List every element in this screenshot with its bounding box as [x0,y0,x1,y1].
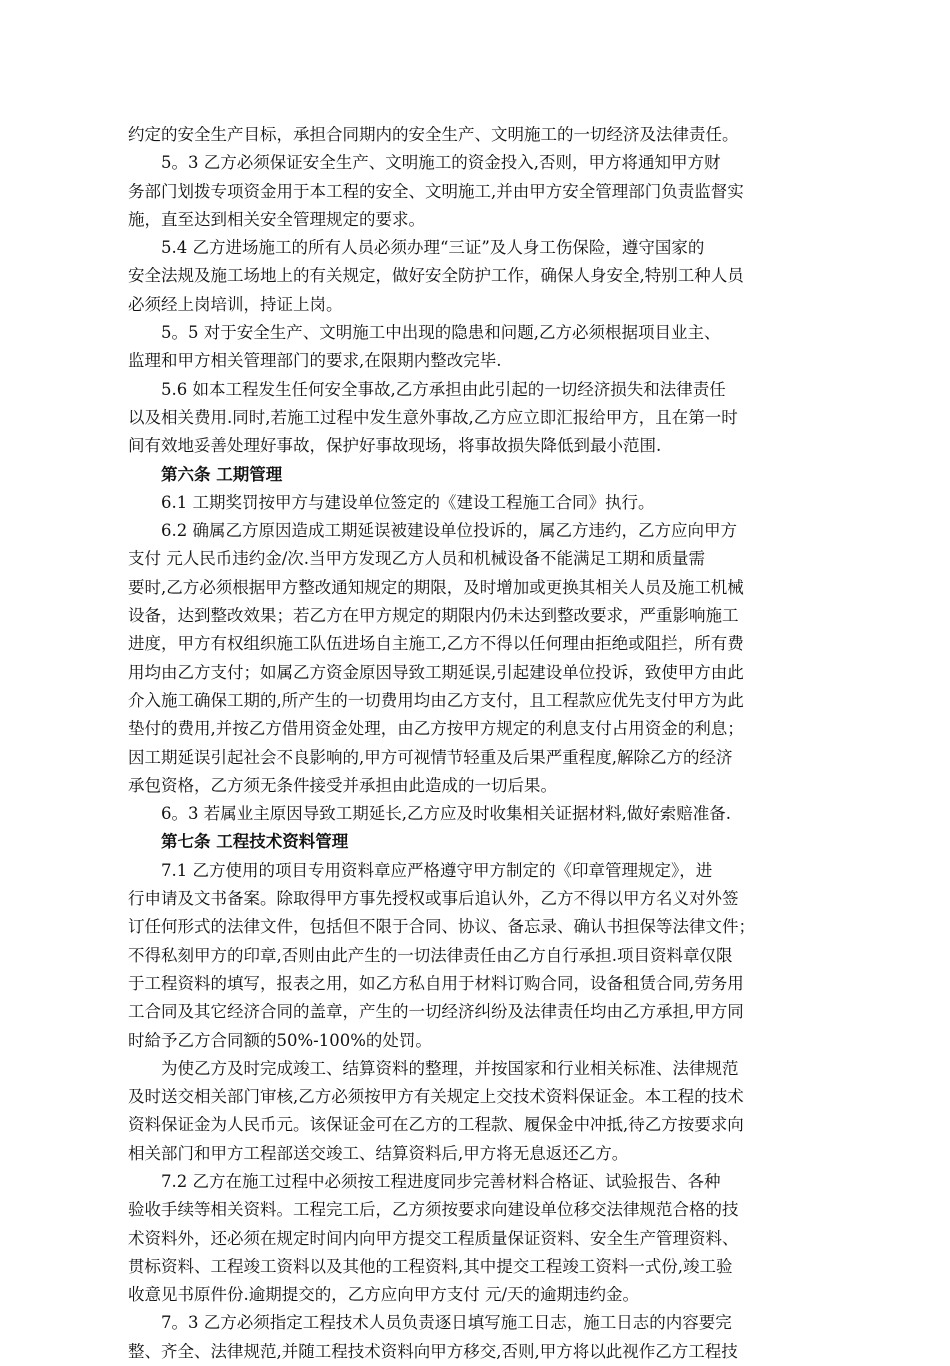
section-heading: 第六条 工期管理 [161,464,283,484]
text-line: 6.1 工期奖罚按甲方与建设单位签定的《建设工程施工合同》执行。 [161,492,655,512]
text-line: 承包资格，乙方须无条件接受并承担由此造成的一切后果。 [128,775,557,795]
text-line: 于工程资料的填写，报表之用，如乙方私自用于材料订购合同，设备租赁合同,劳务用 [128,973,744,993]
text-line: 5.6 如本工程发生任何安全事故,乙方承担由此引起的一切经济损失和法律责任 [161,379,726,399]
text-line: 安全法规及施工场地上的有关规定，做好安全防护工作，确保人身安全,特别工种人员 [128,266,744,286]
text-line: 以及相关费用.同时,若施工过程中发生意外事故,乙方应立即汇报给甲方，且在第一时 [128,407,738,427]
text-line: 时給予乙方合同额的50%-100%的处罚。 [128,1030,432,1050]
text-line: 监理和甲方相关管理部门的要求,在限期内整改完毕. [128,351,502,371]
text-line: 施，直至达到相关安全管理规定的要求。 [128,209,425,229]
text-line: 工合同及其它经济合同的盖章，产生的一切经济纠纷及法律责任均由乙方承担,甲方同 [128,1002,744,1022]
text-line: 订任何形式的法律文件，包括但不限于合同、协议、备忘录、确认书担保等法律文件； [128,917,755,937]
text-line: 进度，甲方有权组织施工队伍进场自主施工,乙方不得以任何理由拒绝或阻拦，所有费 [128,634,744,654]
text-line: 及时送交相关部门审核,乙方必须按甲方有关规定上交技术资料保证金。本工程的技术 [128,1087,744,1107]
text-line: 7.1 乙方使用的项目专用资料章应严格遵守甲方制定的《印章管理规定》，进 [161,860,713,880]
text-line: 因工期延误引起社会不良影响的,甲方可视情节轻重及后果严重程度,解除乙方的经济 [128,747,733,767]
text-line: 5。3 乙方必须保证安全生产、文明施工的资金投入,否则，甲方将通知甲方财 [161,153,721,173]
text-line: 整、齐全、法律规范,并随工程技术资料向甲方移交,否则,甲方将以此视作乙方工程技 [128,1341,738,1361]
text-line: 7。3 乙方必须指定工程技术人员负责逐日填写施工日志，施工日志的内容要完 [161,1313,732,1333]
text-line: 介入施工确保工期的,所产生的一切费用均由乙方支付，且工程款应优先支付甲方为此 [128,690,744,710]
text-line: 验收手续等相关资料。工程完工后，乙方须按要求向建设单位移交法律规范合格的技 [128,1200,739,1220]
text-line: 要时,乙方必须根据甲方整改通知规定的期限，及时增加或更换其相关人员及施工机械 [128,577,744,597]
text-line: 支付 元人民币违约金/次.当甲方发现乙方人员和机械设备不能满足工期和质量需 [128,549,706,569]
text-line: 6.2 确属乙方原因造成工期延误被建设单位投诉的，属乙方违约，乙方应向甲方 [161,521,737,541]
text-line: 5.4 乙方进场施工的所有人员必须办理“三证”及人身工伤保险，遵守国家的 [161,238,705,258]
text-line: 设备，达到整改效果；若乙方在甲方规定的期限内仍未达到整改要求，严重影响施工 [128,606,739,626]
text-line: 垫付的费用,并按乙方借用资金处理，由乙方按甲方规定的利息支付占用资金的利息； [128,719,744,739]
text-line: 资料保证金为人民币元。该保证金可在乙方的工程款、履保金中冲抵,待乙方按要求向 [128,1115,744,1135]
text-line: 约定的安全生产目标，承担合同期内的安全生产、文明施工的一切经济及法律责任。 [128,125,739,144]
text-line: 贯标资料、工程竣工资料以及其他的工程资料,其中提交工程竣工资料一式份,竣工验 [128,1256,733,1276]
section-heading: 第七条 工程技术资料管理 [161,832,349,852]
text-line: 务部门划拨专项资金用于本工程的安全、文明施工,并由甲方安全管理部门负责监督实 [128,181,744,201]
text-line: 相关部门和甲方工程部送交竣工、结算资料后,甲方将无息返还乙方。 [128,1143,629,1163]
text-line: 行申请及文书备案。除取得甲方事先授权或事后追认外，乙方不得以甲方名义对外签 [128,889,739,909]
text-line: 不得私刻甲方的印章,否则由此产生的一切法律责任由乙方自行承担.项目资料章仅限 [128,945,733,965]
text-line: 7.2 乙方在施工过程中必须按工程进度同步完善材料合格证、试验报告、各种 [161,1171,721,1191]
text-line: 术资料外，还必须在规定时间内向甲方提交工程质量保证资料、安全生产管理资料、 [128,1228,739,1248]
text-line: 5。5 对于安全生产、文明施工中出现的隐患和问题,乙方必须根据项目业主、 [161,323,721,343]
text-line: 间有效地妥善处理好事故，保护好事故现场，将事故损失降低到最小范围. [128,436,662,456]
text-line: 6。3 若属业主原因导致工期延长,乙方应及时收集相关证据材料,做好索赔准备. [161,804,731,824]
text-line: 为使乙方及时完成竣工、结算资料的整理，并按国家和行业相关标准、法律规范 [161,1058,739,1078]
text-line: 必须经上岗培训，持证上岗。 [128,294,343,314]
text-line: 用均由乙方支付；如属乙方资金原因导致工期延误,引起建设单位投诉，致使甲方由此 [128,662,744,682]
text-line: 收意见书原件份.逾期提交的，乙方应向甲方支付 元/天的逾期违约金。 [128,1285,640,1305]
document-page [128,121,844,1366]
